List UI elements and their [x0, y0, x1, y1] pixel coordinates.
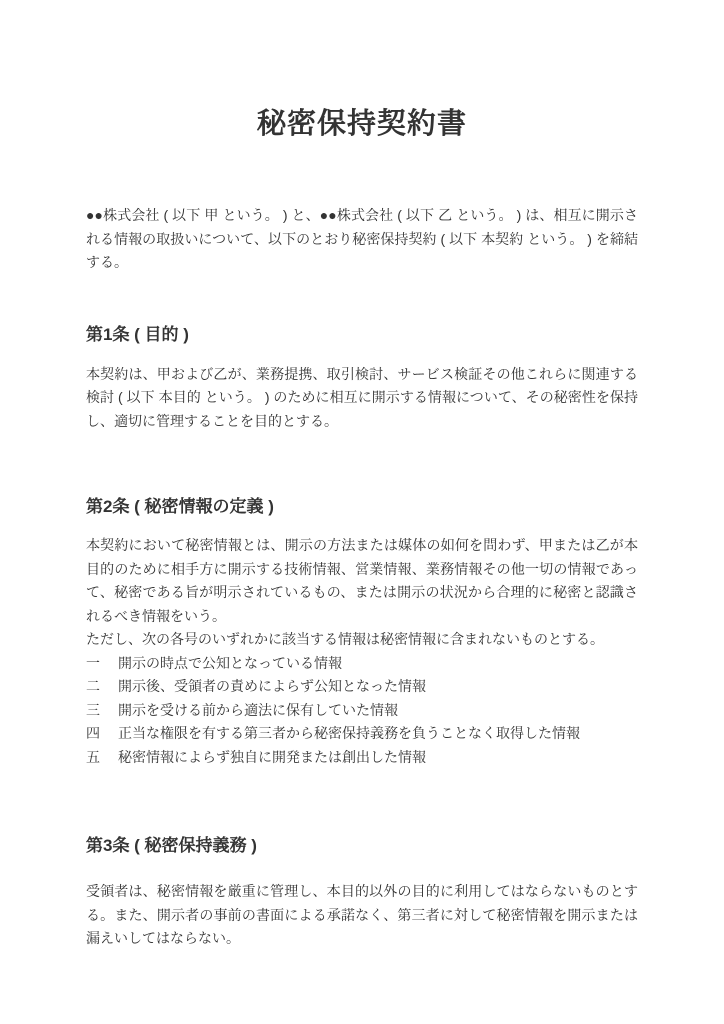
list-marker: 三	[86, 701, 100, 718]
list-text: 開示の時点で公知となっている情報	[118, 654, 342, 671]
list-item	[86, 699, 638, 723]
list-marker: 四	[86, 725, 100, 741]
list-marker: 一	[86, 654, 100, 671]
list-text: 開示を受ける前から適法に保有していた情報	[118, 701, 398, 718]
article-2-proviso: ただし、次の各号のいずれかに該当する情報は秘密情報に含まれないものとする。	[86, 631, 604, 647]
document-title: 秘密保持契約書	[256, 108, 467, 140]
list-text: 秘密情報によらず独自に開発または創出した情報	[118, 748, 426, 765]
article-2-heading: 第2条 ( 秘密情報の定義 )	[86, 497, 274, 516]
list-marker: 二	[86, 678, 100, 694]
article-3-body: 受領者は、秘密情報を厳重に管理し、本目的以外の目的に利用してはならないものとする。また、開示者の事前の書面による承諾なく、第三者に対して秘密情報を開示または漏えいしてはならない。	[86, 883, 638, 946]
list-marker: 五	[86, 748, 100, 765]
list-item	[86, 652, 638, 676]
list-text: 開示後、受領者の責めによらず公知となった情報	[118, 678, 426, 694]
exclusion-clause-list	[86, 652, 638, 770]
list-item	[86, 675, 638, 699]
list-item	[86, 722, 638, 746]
section-article-1	[86, 322, 638, 434]
article-2-body: 本契約において秘密情報とは、開示の方法または媒体の如何を問わず、甲または乙が本目的のために相手方に開示する技術情報、営業情報、業務情報その他一切の情報であって、秘密である旨が明示されているもの、または開示の状況から合理的に秘密と認識されるべき情報をいう。	[86, 537, 638, 624]
list-text: 正当な権限を有する第三者から秘密保持義務を負うことなく取得した情報	[118, 725, 580, 741]
intro-paragraph: ●●株式会社 ( 以下 甲 という。 ) と、●●株式会社 ( 以下 乙 という。 ) は、相互に開示される情報の取扱いについて、以下のとおり秘密保持契約 ( 以下 本契約 という。 ) を締結する。	[86, 207, 638, 270]
list-item	[86, 746, 638, 770]
article-1-heading: 第1条 ( 目的 )	[86, 324, 189, 344]
article-3-heading: 第3条 ( 秘密保持義務 )	[86, 836, 257, 855]
section-article-3	[86, 833, 638, 951]
section-article-2	[86, 494, 638, 769]
article-1-body: 本契約は、甲および乙が、業務提携、取引検討、サービス検証その他これらに関連する検討 ( 以下 本目的 という。 ) のために相互に開示する情報について、その秘密性を保持し、適切に管理することを目的とする。	[86, 365, 638, 429]
